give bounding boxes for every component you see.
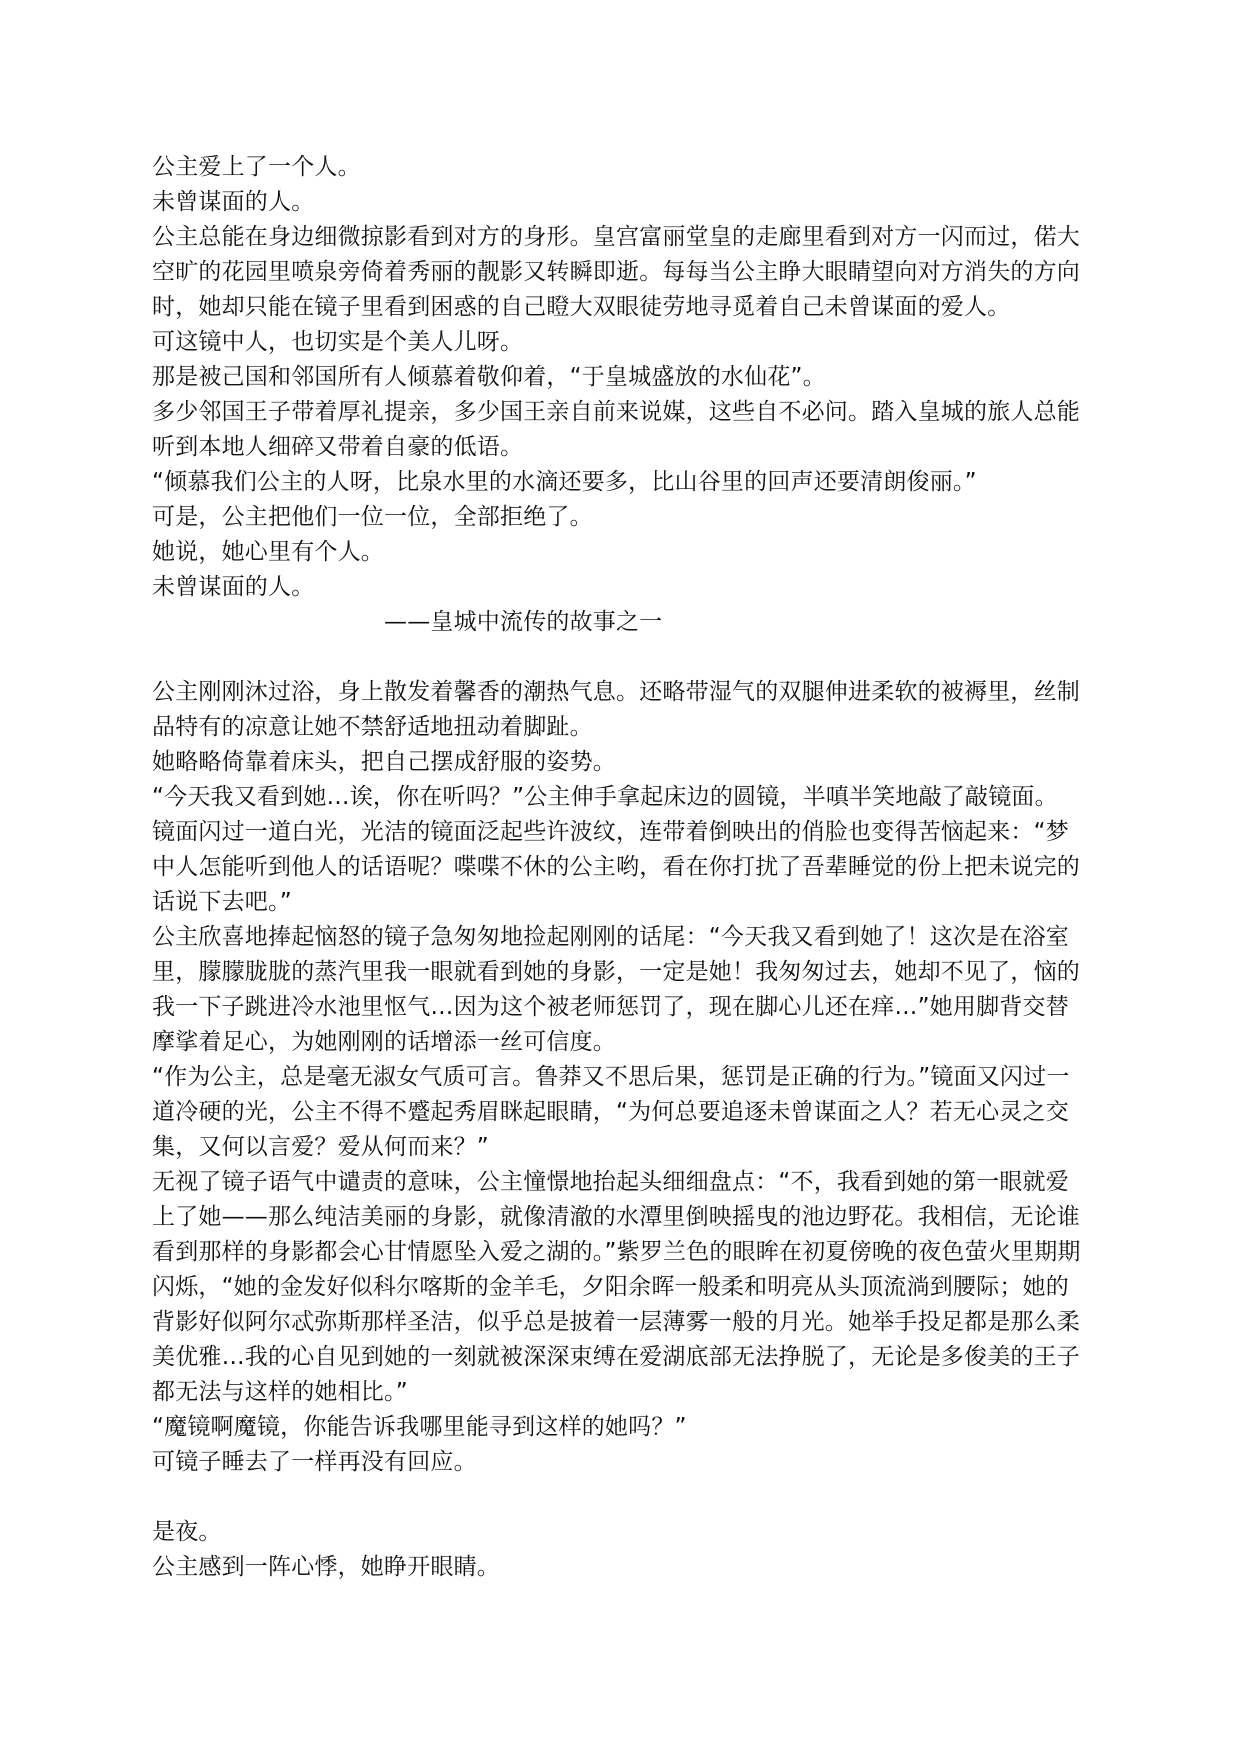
blank-line [152,640,1092,675]
paragraph: 她略略倚靠着床头，把自己摆成舒服的姿势。 [152,749,616,775]
paragraph: “倾慕我们公主的人呀，比泉水里的水滴还要多，比山谷里的回声还要清朗俊丽。” [152,469,977,495]
paragraph: 公主爱上了一个人。 [152,154,361,180]
blank-line [152,1480,1092,1515]
paragraph: 是夜。 [152,1519,222,1545]
story-attribution: ——皇城中流传的故事之一 [384,609,663,635]
paragraph: 可是，公主把他们一位一位，全部拒绝了。 [152,504,593,530]
paragraph: 公主欣喜地捧起恼怒的镜子急匆匆地捡起刚刚的话尾：“今天我又看到她了！这次是在浴室里，朦朦胧胧的蒸汽里我一眼就看到她的身影，一定是她！我匆匆过去，她却不见了，恼的我一下子跳进冷水池里怄气…因为这个被老师惩罚了，现在脚心儿还在痒…”她用脚背交替摩挲着足心，为她刚刚的话增添一丝可信度。 [152,924,1080,1055]
paragraph: 公主总能在身边细微掠影看到对方的身形。皇宫富丽堂皇的走廊里看到对方一闪而过，偌大空旷的花园里喷泉旁倚着秀丽的靓影又转瞬即逝。每每当公主睁大眼睛望向对方消失的方向时，她却只能在镜子里看到困惑的自己瞪大双眼徒劳地寻觅着自己未曾谋面的爱人。 [152,224,1080,320]
paragraph: 镜面闪过一道白光，光洁的镜面泛起些许波纹，连带着倒映出的俏脸也变得苦恼起来：“梦中人怎能听到他人的话语呢？喋喋不休的公主哟，看在你打扰了吾辈睡觉的份上把未说完的话说下去吧。” [152,819,1080,915]
paragraph: “今天我又看到她…诶，你在听吗？”公主伸手拿起床边的圆镜，半嗔半笑地敲了敲镜面。 [152,784,1058,810]
paragraph: 公主刚刚沐过浴，身上散发着馨香的潮热气息。还略带湿气的双腿伸进柔软的被褥里，丝制品特有的凉意让她不禁舒适地扭动着脚趾。 [152,679,1080,740]
paragraph: 可镜子睡去了一样再没有回应。 [152,1449,477,1475]
paragraph: 多少邻国王子带着厚礼提亲，多少国王亲自前来说媒，这些自不必问。踏入皇城的旅人总能听到本地人细碎又带着自豪的低语。 [152,399,1080,460]
paragraph: 那是被己国和邻国所有人倾慕着敬仰着，“于皇城盛放的水仙花”。 [152,364,826,390]
paragraph: “作为公主，总是毫无淑女气质可言。鲁莽又不思后果，惩罚是正确的行为。”镜面又闪过一道冷硬的光，公主不得不蹙起秀眉眯起眼睛，“为何总要追逐未曾谋面之人？若无心灵之交集，又何以言爱？爱从何而来？” [152,1064,1070,1160]
paragraph: 未曾谋面的人。 [152,189,315,215]
paragraph: 可这镜中人，也切实是个美人儿呀。 [152,329,524,355]
paragraph: 未曾谋面的人。 [152,574,315,600]
paragraph: 公主感到一阵心悸，她睁开眼睛。 [152,1554,500,1580]
paragraph: 无视了镜子语气中谴责的意味，公主憧憬地抬起头细细盘点：“不，我看到她的第一眼就爱上了她——那么纯洁美丽的身影，就像清澈的水潭里倒映摇曳的池边野花。我相信，无论谁看到那样的身影都会心甘情愿坠入爱之湖的。”紫罗兰色的眼眸在初夏傍晚的夜色萤火里期期闪烁，“她的金发好似科尔喀斯的金羊毛，夕阳余晖一般柔和明亮从头顶流淌到腰际；她的背影好似阿尔忒弥斯那样圣洁，似乎总是披着一层薄雾一般的月光。她举手投足都是那么柔美优雅…我的心自见到她的一刻就被深深束缚在爱湖底部无法挣脱了，无论是多俊美的王子都无法与这样的她相比。” [152,1169,1081,1405]
document-body [152,150,1092,1585]
paragraph: 她说，她心里有个人。 [152,539,384,565]
paragraph: “魔镜啊魔镜，你能告诉我哪里能寻到这样的她吗？” [152,1414,687,1440]
